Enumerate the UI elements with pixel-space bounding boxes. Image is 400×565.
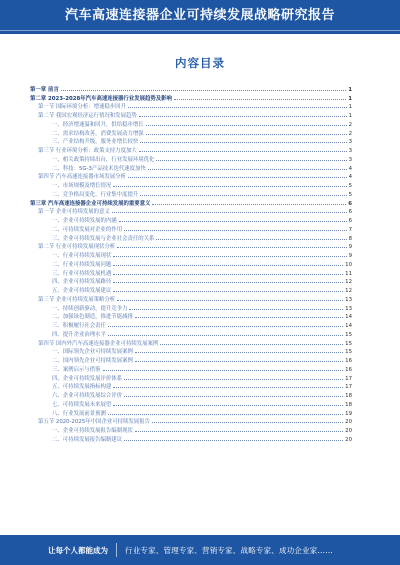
toc-entry-label: 五、可持续发展指标构建 (52, 384, 112, 391)
toc-entry-page: 15 (345, 331, 352, 338)
toc-leader-dots (113, 282, 343, 283)
table-of-contents (30, 84, 352, 443)
toc-leader-dots (124, 440, 343, 441)
toc-entry[interactable] (30, 417, 352, 426)
toc-entry-label: 八、行业发展前景预测 (52, 410, 106, 417)
toc-entry-label: 一、国际领先企业可持续发展案例 (52, 349, 133, 356)
toc-leader-dots (124, 230, 346, 231)
toc-entry-page: 2 (348, 121, 352, 128)
header-divider (0, 30, 400, 31)
toc-entry-label: 一、企业可持续发展的内涵 (52, 218, 117, 224)
toc-entry-label: 第二章 2023-2028年汽车高速连接器行业发展趋势及影响 (30, 95, 172, 102)
toc-entry-page: 6 (348, 209, 352, 216)
toc-entry-page: 5 (348, 191, 352, 198)
toc-entry-page: 19 (345, 410, 352, 417)
toc-leader-dots (139, 116, 347, 117)
toc-entry[interactable] (30, 102, 352, 111)
toc-leader-dots (146, 134, 347, 135)
footer-divider (116, 543, 117, 557)
toc-leader-dots (139, 151, 347, 152)
toc-entry-label: 四、提升企业治理水平 (52, 331, 106, 338)
toc-entry-page: 13 (345, 305, 352, 312)
toc-entry[interactable] (30, 189, 352, 198)
toc-entry-label: 第一章 前言 (30, 86, 59, 93)
toc-leader-dots (129, 309, 343, 310)
toc-entry-label: 第四节 汽车高速连接器市场发展分析 (38, 174, 126, 181)
toc-entry-label: 一、企业可持续发展报告编制现状 (52, 428, 133, 434)
toc-entry[interactable] (30, 347, 352, 356)
toc-entry-label: 一、相关政策持续出台，行业发展环境优化 (52, 156, 155, 163)
toc-entry-label: 第二节 我国宏观经济运行情况和发展趋势 (38, 113, 137, 119)
toc-entry-page: 12 (345, 279, 352, 286)
toc-entry[interactable] (30, 172, 352, 181)
toc-entry-label: 二、加强绿色制造，推进节能减排 (52, 314, 133, 321)
toc-entry-label: 一、市场规模及增长情况 (52, 183, 112, 189)
toc-leader-dots (112, 212, 347, 213)
toc-entry[interactable] (30, 119, 352, 128)
toc-entry-page: 3 (348, 139, 352, 146)
toc-leader-dots (156, 160, 346, 161)
toc-leader-dots (113, 387, 343, 388)
toc-entry-page: 6 (348, 218, 352, 224)
toc-entry[interactable] (30, 242, 352, 251)
toc-leader-dots (61, 90, 346, 91)
toc-entry[interactable] (30, 382, 352, 391)
toc-entry[interactable] (30, 268, 352, 277)
toc-entry-label: 二、需求结构改善，消费发展动力增强 (52, 130, 144, 137)
toc-heading: 内容目录 (175, 56, 225, 70)
toc-entry[interactable] (30, 425, 352, 434)
toc-entry-page: 12 (345, 288, 352, 294)
toc-leader-dots (135, 361, 343, 362)
toc-entry-label: 三、积极履行社会责任 (52, 323, 106, 329)
toc-entry-page: 7 (348, 226, 352, 233)
toc-entry-page: 20 (345, 419, 352, 426)
toc-entry-page: 17 (345, 375, 352, 382)
toc-entry-page: 17 (345, 384, 352, 391)
toc-entry-page: 1 (348, 95, 352, 102)
toc-entry-page: 4 (348, 165, 352, 172)
toc-leader-dots (148, 169, 347, 170)
toc-entry-page: 5 (348, 183, 352, 189)
toc-entry-label: 四、企业可持续发展评价体系 (52, 375, 123, 382)
toc-entry[interactable] (30, 259, 352, 268)
toc-leader-dots (124, 379, 343, 380)
report-title: 汽车高速连接器企业可持续发展战略研究报告 (64, 8, 335, 23)
toc-entry-page: 11 (345, 270, 352, 277)
toc-entry-label: 三、案例启示与借鉴 (52, 366, 101, 373)
toc-entry-page: 14 (345, 323, 352, 329)
toc-entry-label: 二、国内领先企业可持续发展案例 (52, 358, 133, 364)
toc-entry-page: 15 (345, 349, 352, 356)
toc-entry[interactable] (30, 364, 352, 373)
toc-entry[interactable] (30, 320, 352, 329)
toc-leader-dots (117, 300, 343, 301)
toc-entry-label: 三、产业结构升级，服务业增长较快 (52, 139, 139, 146)
toc-entry[interactable] (30, 180, 352, 189)
toc-entry-page: 15 (345, 340, 352, 347)
toc-entry[interactable] (30, 233, 352, 242)
toc-entry-page: 13 (345, 296, 352, 303)
toc-entry[interactable] (30, 277, 352, 286)
toc-entry[interactable] (30, 390, 352, 399)
toc-entry-label: 第一节 国际环境分析：增速稳步回升 (38, 104, 126, 111)
toc-entry-label: 二、可持续发展对企业的作用 (52, 226, 123, 233)
toc-entry-label: 二、可持续发展报告编制建议 (52, 436, 123, 443)
toc-entry-page: 18 (345, 393, 352, 399)
toc-entry[interactable] (30, 145, 352, 154)
toc-entry[interactable] (30, 110, 352, 119)
toc-leader-dots (108, 414, 343, 415)
toc-entry-label: 第四节 国内外汽车高速连接器企业可持续发展案例 (38, 340, 159, 347)
toc-entry-page: 20 (345, 436, 352, 443)
toc-leader-dots (119, 221, 347, 222)
toc-entry-label: 第一节 企业可持续发展的意义 (38, 209, 110, 216)
toc-leader-dots (113, 291, 343, 292)
toc-entry-page: 18 (345, 401, 352, 408)
toc-entry[interactable] (30, 137, 352, 146)
toc-entry[interactable] (30, 285, 352, 294)
toc-entry-label: 第三节 企业可持续发展策略分析 (38, 296, 116, 303)
toc-entry[interactable] (30, 312, 352, 321)
toc-entry[interactable] (30, 303, 352, 312)
toc-entry-label: 第三节 行业环境分析：政策支持力度加大 (38, 148, 137, 154)
toc-leader-dots (108, 326, 343, 327)
toc-entry[interactable] (30, 198, 352, 207)
toc-leader-dots (152, 422, 343, 423)
toc-entry-label: 二、行业可持续发展问题 (52, 261, 112, 268)
toc-entry[interactable] (30, 93, 352, 102)
toc-entry-label: 第三章 汽车高速连接器企业可持续发展的重要意义 (30, 200, 151, 207)
toc-leader-dots (124, 396, 343, 397)
toc-entry[interactable] (30, 408, 352, 417)
toc-leader-dots (113, 274, 343, 275)
toc-entry-label: 三、行业可持续发展机遇 (52, 270, 112, 277)
toc-leader-dots (113, 405, 343, 406)
toc-entry-label: 第五节 2020-2025年中国企业可持续发展报告 (38, 419, 150, 426)
toc-entry-page: 3 (348, 148, 352, 154)
toc-entry[interactable] (30, 224, 352, 233)
toc-entry-label: 七、可持续发展未来展望 (52, 401, 112, 408)
toc-entry-page: 1 (348, 86, 352, 93)
toc-leader-dots (103, 370, 344, 371)
toc-leader-dots (108, 335, 343, 336)
toc-entry-page: 8 (348, 235, 352, 242)
toc-entry[interactable] (30, 329, 352, 338)
toc-entry[interactable] (30, 215, 352, 224)
toc-entry[interactable] (30, 434, 352, 443)
toc-entry-page: 3 (348, 156, 352, 163)
toc-entry-label: 一、行业可持续发展现状 (52, 253, 112, 259)
toc-entry-page: 1 (348, 104, 352, 111)
toc-entry-page: 1 (348, 113, 352, 119)
toc-entry[interactable] (30, 373, 352, 382)
toc-entry-page: 16 (345, 366, 352, 373)
toc-entry-page: 16 (345, 358, 352, 364)
toc-leader-dots (140, 142, 346, 143)
footer-slogan: 让每个人都能成为 (48, 545, 108, 555)
toc-entry[interactable] (30, 338, 352, 347)
toc-entry[interactable] (30, 128, 352, 137)
toc-entry-page: 20 (345, 428, 352, 434)
toc-entry-page: 6 (348, 200, 352, 207)
toc-leader-dots (160, 344, 343, 345)
toc-leader-dots (113, 265, 343, 266)
toc-entry-label: 一、持续创新驱动，提升竞争力 (52, 305, 128, 312)
toc-entry-page: 2 (348, 130, 352, 137)
toc-leader-dots (113, 256, 346, 257)
toc-entry-label: 六、企业可持续发展综合评价 (52, 393, 123, 399)
toc-entry-page: 9 (348, 253, 352, 259)
toc-entry[interactable] (30, 154, 352, 163)
toc-leader-dots (117, 247, 346, 248)
toc-entry-label: 第二节 行业可持续发展现状分析 (38, 244, 116, 251)
report-footer (0, 535, 400, 565)
toc-entry[interactable] (30, 294, 352, 303)
toc-entry-label: 二、竞争格局变化，行业集中度提升 (52, 191, 139, 198)
toc-leader-dots (135, 431, 343, 432)
toc-leader-dots (113, 186, 346, 187)
toc-leader-dots (128, 107, 347, 108)
toc-entry-page: 10 (345, 261, 352, 268)
toc-entry-label: 五、企业可持续发展建议 (52, 288, 112, 294)
toc-entry[interactable] (30, 163, 352, 172)
toc-entry-label: 二、科技：5G-3产品技术迭代速度加快 (52, 165, 146, 172)
toc-entry[interactable] (30, 355, 352, 364)
toc-leader-dots (140, 195, 346, 196)
toc-leader-dots (128, 177, 347, 178)
toc-leader-dots (152, 204, 346, 205)
toc-entry-label: 三、企业可持续发展与企业社会责任的关系 (52, 235, 155, 242)
toc-entry-page: 14 (345, 314, 352, 321)
toc-entry[interactable] (30, 399, 352, 408)
toc-leader-dots (156, 239, 346, 240)
toc-leader-dots (135, 352, 343, 353)
toc-entry[interactable] (30, 207, 352, 216)
toc-entry-page: 9 (348, 244, 352, 251)
toc-leader-dots (146, 125, 347, 126)
toc-entry[interactable] (30, 250, 352, 259)
toc-leader-dots (174, 99, 346, 100)
report-header (0, 0, 400, 34)
toc-leader-dots (135, 317, 343, 318)
toc-entry-label: 四、企业可持续发展路径 (52, 279, 112, 286)
footer-tagline: 行业专家、管理专家、营销专家、战略专家、成功企业家…… (125, 545, 333, 555)
toc-entry-label: 一、经济增速温和回升，供给稳步增长 (52, 121, 144, 128)
toc-entry-page: 4 (348, 174, 352, 181)
toc-entry[interactable] (30, 84, 352, 93)
